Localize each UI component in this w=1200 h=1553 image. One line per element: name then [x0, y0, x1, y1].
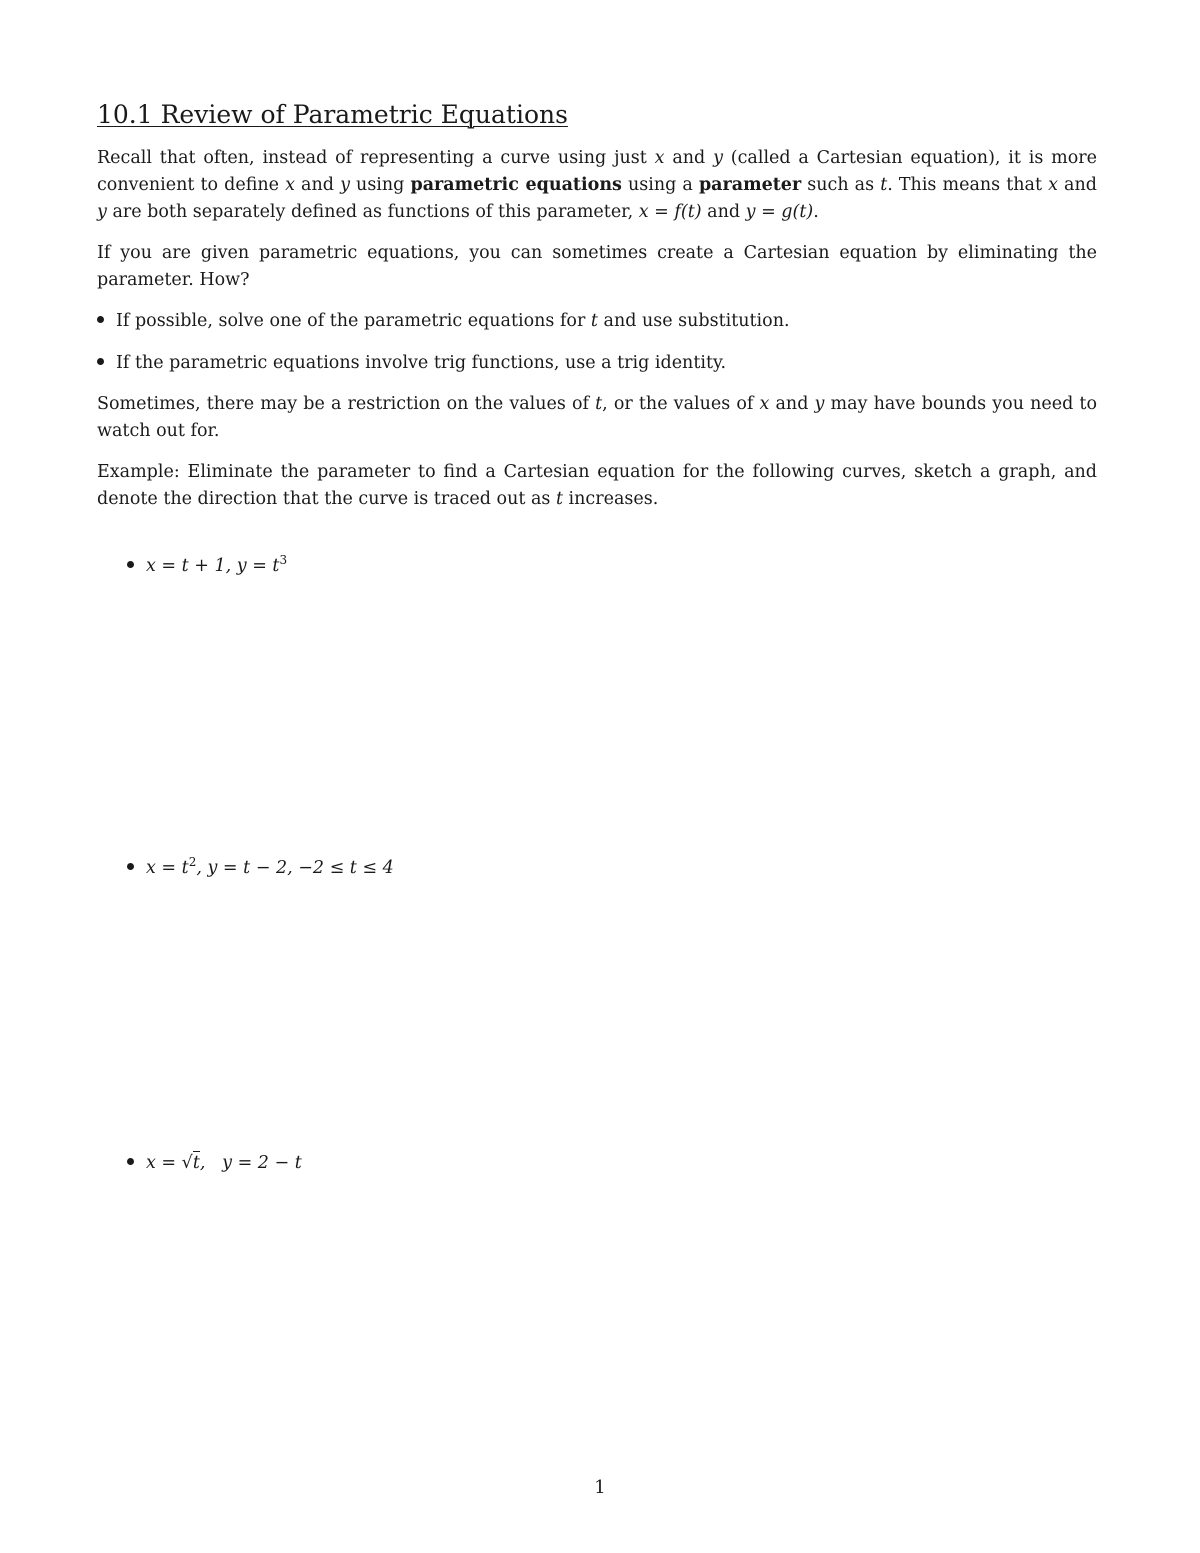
text: and — [769, 394, 815, 414]
math-exponent: 3 — [279, 553, 288, 567]
text: If the parametric equations involve trig functions, use a trig identity. — [116, 353, 727, 373]
math-expression: y = t — [236, 555, 280, 576]
bullet-icon — [127, 561, 134, 568]
text: may have bounds you need to watch out for. — [97, 394, 1097, 441]
math-var: y — [97, 202, 107, 222]
intro-paragraph — [97, 145, 1097, 226]
text: Sometimes, there may be a restriction on the values of — [97, 394, 596, 414]
text: and — [1057, 175, 1097, 195]
elimination-paragraph: If you are given parametric equations, you can sometimes create a Cartesian equation by eliminating the parameter. How? — [97, 243, 1097, 290]
text: . — [813, 202, 819, 222]
method-bullet-trig — [97, 350, 726, 377]
bold-term: parametric equations — [410, 175, 622, 195]
example-1 — [127, 547, 287, 580]
math-var: x — [654, 148, 665, 168]
math-expression: x = f(t) — [638, 202, 702, 222]
restriction-paragraph — [97, 391, 1097, 445]
text: and — [664, 148, 714, 168]
math-expression: , y = t − 2, −2 ≤ t ≤ 4 — [196, 857, 394, 878]
text: and — [701, 202, 746, 222]
text: Recall that often, instead of representing a curve using just — [97, 148, 655, 168]
math-expression: , y = 2 − t — [199, 1153, 302, 1173]
text: are both separately defined as functions of this parameter, — [106, 202, 639, 222]
math-expression: x = t + 1, — [146, 555, 237, 576]
text: , or the values of — [602, 394, 760, 414]
math-var: t — [192, 1153, 200, 1173]
bullet-icon — [127, 863, 134, 870]
math-expression: x = — [146, 1153, 182, 1173]
method-bullet-substitution — [97, 308, 790, 335]
bullet-icon — [127, 1158, 134, 1165]
math-expression: y = g(t) — [745, 202, 814, 222]
text: Example: Eliminate the parameter to find a Cartesian equation for the following curves, sketch a graph, and denote the direction that the curve is traced out as — [97, 462, 1097, 509]
math-var: y — [814, 394, 825, 414]
text: increases. — [562, 489, 659, 509]
example-2 — [127, 849, 394, 882]
bullet-icon — [97, 358, 104, 365]
math-expression: x = t — [146, 857, 189, 878]
math-var: x — [759, 394, 770, 414]
text: and — [294, 175, 341, 195]
text: using — [349, 175, 411, 195]
text: If possible, solve one of the parametric equations for — [116, 311, 591, 331]
text: using a — [621, 175, 699, 195]
page-number: 1 — [594, 1477, 606, 1498]
math-exponent: 2 — [188, 855, 197, 869]
math-var: x — [1048, 175, 1058, 195]
math-var: y — [340, 175, 350, 195]
math-var: t — [590, 311, 598, 331]
math-var: t — [880, 175, 888, 195]
example-paragraph — [97, 459, 1097, 513]
text: . This means that — [887, 175, 1049, 195]
sqrt-symbol: √ — [181, 1153, 193, 1173]
text: (called a Cartesian equation), it is more convenient to define — [97, 148, 1097, 195]
section-title: 10.1 Review of Parametric Equations — [97, 100, 568, 129]
bullet-icon — [97, 316, 104, 323]
text: and use substitution. — [597, 311, 790, 331]
math-var: y — [713, 148, 723, 168]
math-var: x — [285, 175, 295, 195]
math-var: t — [595, 394, 603, 414]
bold-term: parameter — [698, 175, 802, 195]
text: such as — [801, 175, 881, 195]
math-var: t — [555, 489, 563, 509]
example-3 — [127, 1150, 302, 1177]
